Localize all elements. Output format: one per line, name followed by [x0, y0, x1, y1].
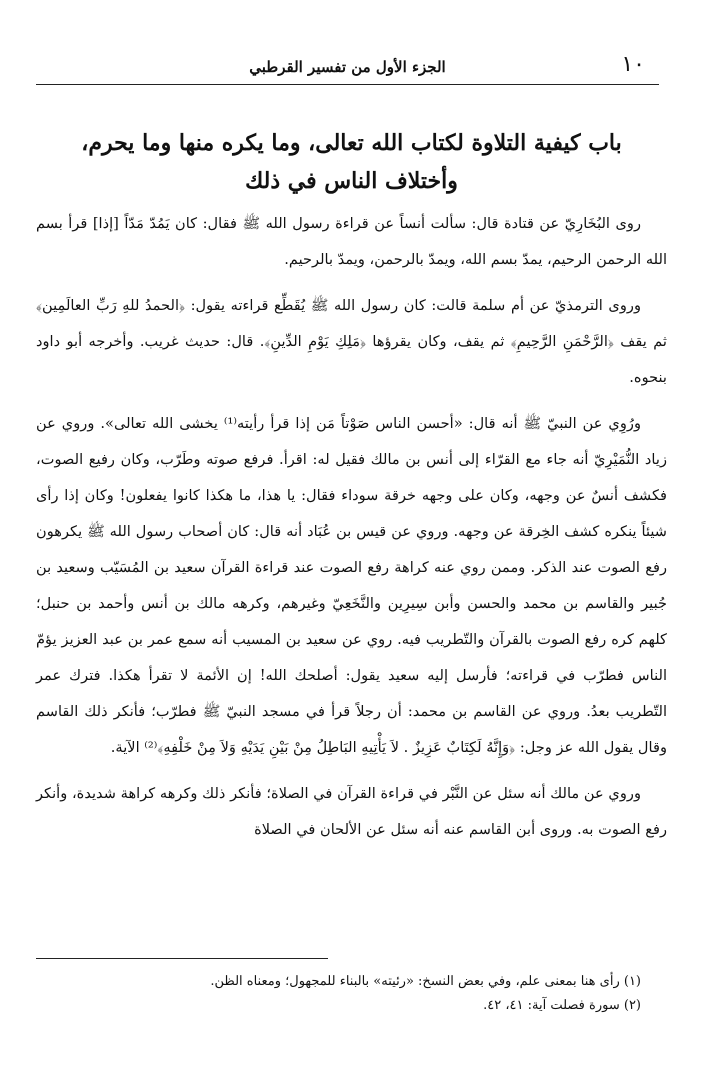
footnote-2: (٢) سورة فصلت آية: ٤١، ٤٢.	[483, 998, 641, 1013]
footnotes	[60, 970, 641, 1018]
footnote-divider	[36, 958, 328, 959]
main-text	[36, 206, 667, 858]
chapter-title-line-1: باب كيفية التلاوة لكتاب الله تعالى، وما يكره منها وما يحرم،	[81, 130, 622, 156]
page-number: ١٠	[621, 52, 645, 77]
page-header	[36, 44, 659, 85]
paragraph: وروى الترمذيّ عن أم سلمة قالت: كان رسول الله ﷺ يُقَطِّع قراءته يقول: ﴿الحمدُ للهِ رَبِّ العالَمِين﴾ ثم يقف ﴿الرَّحْمَنِ الرَّحِيمِ﴾ ثم يقف، وكان يقرؤها ﴿مَلِكِ يَوْمِ الدِّينِ﴾. قال: حديث غريب. وأخرجه أبو داود بنحوه.	[36, 297, 667, 386]
running-title: الجزء الأول من تفسير القرطبي	[249, 58, 446, 76]
chapter-title	[70, 124, 633, 200]
paragraph: روى البُخَارِيّ عن قتادة قال: سألت أنساً عن قراءة رسول الله ﷺ فقال: كان يَمُدّ مَدّاً [إذا] قرأ بسم الله الرحمن الرحيم، يمدّ بسم الله، ويمدّ بالرحمن، ويمدّ بالرحيم.	[36, 215, 667, 268]
paragraph: ورُوِي عن النبيّ ﷺ أنه قال: «أحسن الناس صَوْتاً مَن إذا قرأ رأيته⁽¹⁾ يخشى الله تعالى». وروي عن زياد النُّمَيْرِيّ أنه جاء مع القرّاء إلى أنس بن مالك فقيل له: اقرأ. فرفع صوته وطَرّب، وكان رفيع الصوت، فكشف أنسٌ عن وجهه، وكان على وجهه خرقة سوداء فقال: يا هذا، ما هكذا كانوا يفعلون! وكان إذا رأى شيئاً ينكره كشف الخِرقة عن وجهه. وروي عن قيس بن عُبَاد أنه قال: كان أصحاب رسول الله ﷺ يكرهون رفع الصوت عند الذكر. وممن روي عنه كراهة رفع الصوت عند قراءة القرآن سعيد بن المُسَيّب وسعيد بن جُبير والقاسم بن محمد والحسن وأبن سِيرِين والنَّخَعِيّ وغيرهم، وكرهه مالك بن أنس وأحمد بن حنبل؛ كلهم كره رفع الصوت بالقرآن والتّطريب فيه. روي عن سعيد بن المسيب أنه سمع عمر بن عبد العزيز يؤمّ الناس فطرّب في قراءته؛ فأرسل إليه سعيد يقول: أصلحك الله! إن الأئمة لا تقرأ هكذا. فترك عمر التّطريب بعدُ. وروي عن القاسم بن محمد: أن رجلاً قرأ في مسجد النبيّ ﷺ فطرّب؛ فأنكر ذلك القاسم وقال يقول الله عز وجل: ﴿وَإِنَّهُ لَكِتَابٌ عَزِيزٌ . لاَ يَأْتِيهِ البَاطِلُ مِنْ بَيْنِ يَدَيْهِ وَلاَ مِنْ خَلْفِهِ﴾⁽²⁾ الآية.	[36, 415, 668, 756]
footnote-1: (١) رأى هنا بمعنى علم، وفي بعض النسخ: «رئيته» بالبناء للمجهول؛ ومعناه الظن.	[210, 974, 641, 989]
paragraph: وروي عن مالك أنه سئل عن النَّبْر في قراءة القرآن في الصلاة؛ فأنكر ذلك وكرهه كراهة شديدة، وأنكر رفع الصوت به. وروى أبن القاسم عنه أنه سئل عن الألحان في الصلاة	[36, 785, 667, 838]
chapter-title-line-2: وأختلاف الناس في ذلك	[245, 168, 458, 194]
